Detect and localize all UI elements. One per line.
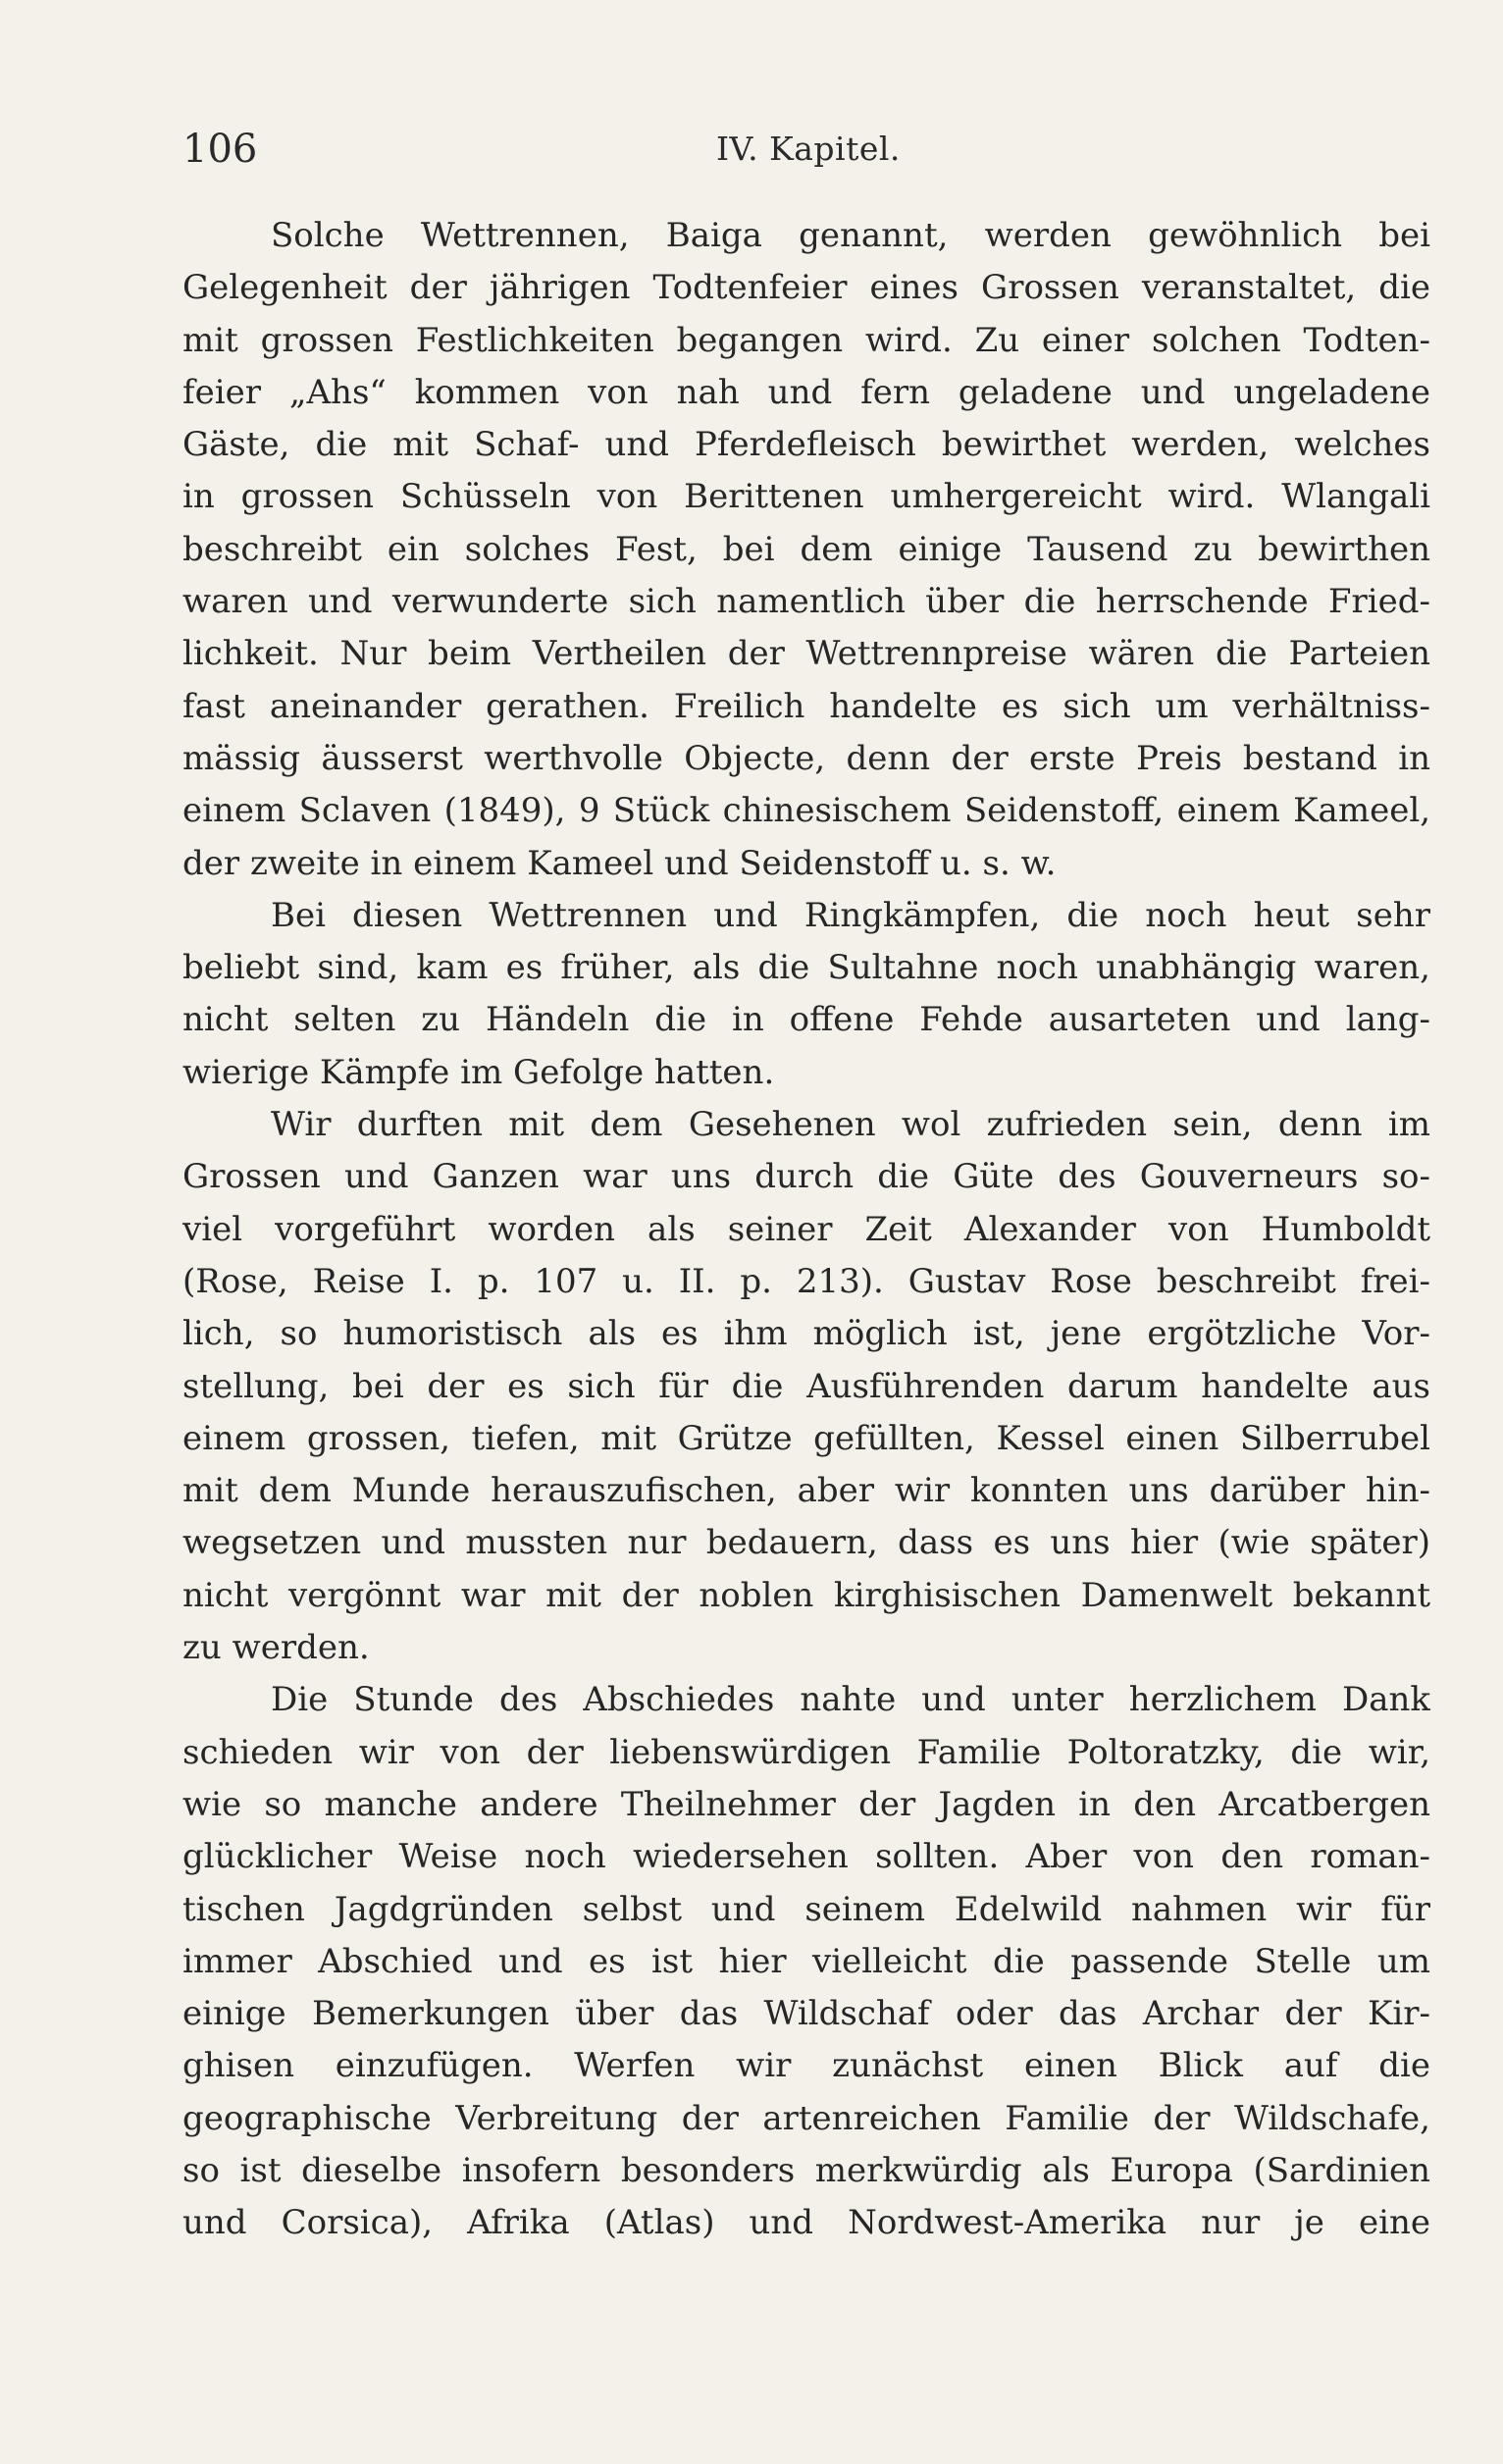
text-line: Gelegenheit der jährigen Todtenfeier eines Grossen veranstaltet, die [182, 268, 1430, 308]
paragraph [182, 1099, 1430, 1674]
text-line: Die Stunde des Abschiedes nahte und unter herzlichem Dank [271, 1680, 1430, 1720]
text-line: wierige Kämpfe im Gefolge hatten. [182, 1052, 775, 1092]
page-header [182, 120, 1430, 179]
text-line: mässig äusserst werthvolle Objecte, denn der erste Preis bestand in [182, 738, 1430, 778]
text-line: geographische Verbreitung der artenreichen Familie der Wildschafe, [182, 2098, 1430, 2138]
text-line: beschreibt ein solches Fest, bei dem einige Tausend zu bewirthen [182, 529, 1430, 569]
text-line: glücklicher Weise noch wiedersehen sollten. Aber von den roman- [182, 1837, 1430, 1877]
paragraph [182, 210, 1430, 890]
text-line: nicht vergönnt war mit der noblen kirghisischen Damenwelt bekannt [182, 1575, 1430, 1615]
text-line: (Rose, Reise I. p. 107 u. II. p. 213). Gustav Rose beschreibt frei- [182, 1261, 1430, 1301]
text-line: einem grossen, tiefen, mit Grütze gefüllten, Kessel einen Silberrubel [182, 1418, 1430, 1458]
text-line: mit dem Munde herauszufischen, aber wir konnten uns darüber hin- [182, 1471, 1430, 1511]
text-line: tischen Jagdgründen selbst und seinem Edelwild nahmen wir für [182, 1889, 1430, 1929]
text-line: der zweite in einem Kameel und Seidenstoff u. s. w. [182, 843, 1057, 883]
text-line: einem Sclaven (1849), 9 Stück chinesischem Seidenstoff, einem Kameel, [182, 791, 1430, 831]
running-head: IV. Kapitel. [716, 130, 901, 168]
text-line: in grossen Schüsseln von Berittenen umhergereicht wird. Wlangali [182, 477, 1430, 517]
text-line: stellung, bei der es sich für die Ausführenden darum handelte aus [182, 1366, 1430, 1406]
text-line: waren und verwunderte sich namentlich über die herrschende Fried- [182, 582, 1430, 622]
text-line: wegsetzen und mussten nur bedauern, dass es uns hier (wie später) [182, 1523, 1430, 1563]
text-line: zu werden. [182, 1628, 370, 1668]
text-line: schieden wir von der liebenswürdigen Familie Poltoratzky, die wir, [182, 1732, 1430, 1772]
text-line: immer Abschied und es ist hier vielleicht die passende Stelle um [182, 1941, 1430, 1981]
paragraph [182, 890, 1430, 1099]
text-line: Bei diesen Wettrennen und Ringkämpfen, die noch heut sehr [271, 895, 1430, 935]
text-line: so ist dieselbe insofern besonders merkwürdig als Europa (Sardinien [182, 2150, 1430, 2190]
page-number: 106 [182, 127, 258, 172]
text-line: fast aneinander gerathen. Freilich handelte es sich um verhältniss- [182, 686, 1430, 726]
text-line: viel vorgeführt worden als seiner Zeit Alexander von Humboldt [182, 1209, 1430, 1249]
paragraph [182, 1674, 1430, 2249]
text-line: einige Bemerkungen über das Wildschaf oder das Archar der Kir- [182, 1994, 1430, 2034]
text-line: nicht selten zu Händeln die in offene Fehde ausarteten und lang- [182, 1000, 1430, 1040]
text-line: Solche Wettrennen, Baiga genannt, werden gewöhnlich bei [271, 216, 1430, 255]
text-line: Wir durften mit dem Gesehenen wol zufrieden sein, denn im [271, 1105, 1430, 1145]
text-line: beliebt sind, kam es früher, als die Sultahne noch unabhängig waren, [182, 948, 1430, 988]
text-line: Grossen und Ganzen war uns durch die Güte des Gouverneurs so- [182, 1157, 1430, 1197]
body-text [182, 210, 1430, 2250]
text-line: mit grossen Festlichkeiten begangen wird. Zu einer solchen Todten- [182, 320, 1430, 360]
text-line: und Corsica), Afrika (Atlas) und Nordwest-Amerika nur je eine [182, 2203, 1430, 2243]
text-line: ghisen einzufügen. Werfen wir zunächst einen Blick auf die [182, 2046, 1430, 2086]
text-line: wie so manche andere Theilnehmer der Jagden in den Arcatbergen [182, 1784, 1430, 1824]
text-line: lich, so humoristisch als es ihm möglich ist, jene ergötzliche Vor- [182, 1314, 1430, 1354]
text-line: lichkeit. Nur beim Vertheilen der Wettrennpreise wären die Parteien [182, 634, 1430, 674]
text-line: feier „Ahs“ kommen von nah und fern geladene und ungeladene [182, 372, 1430, 412]
text-line: Gäste, die mit Schaf- und Pferdefleisch bewirthet werden, welches [182, 425, 1430, 465]
